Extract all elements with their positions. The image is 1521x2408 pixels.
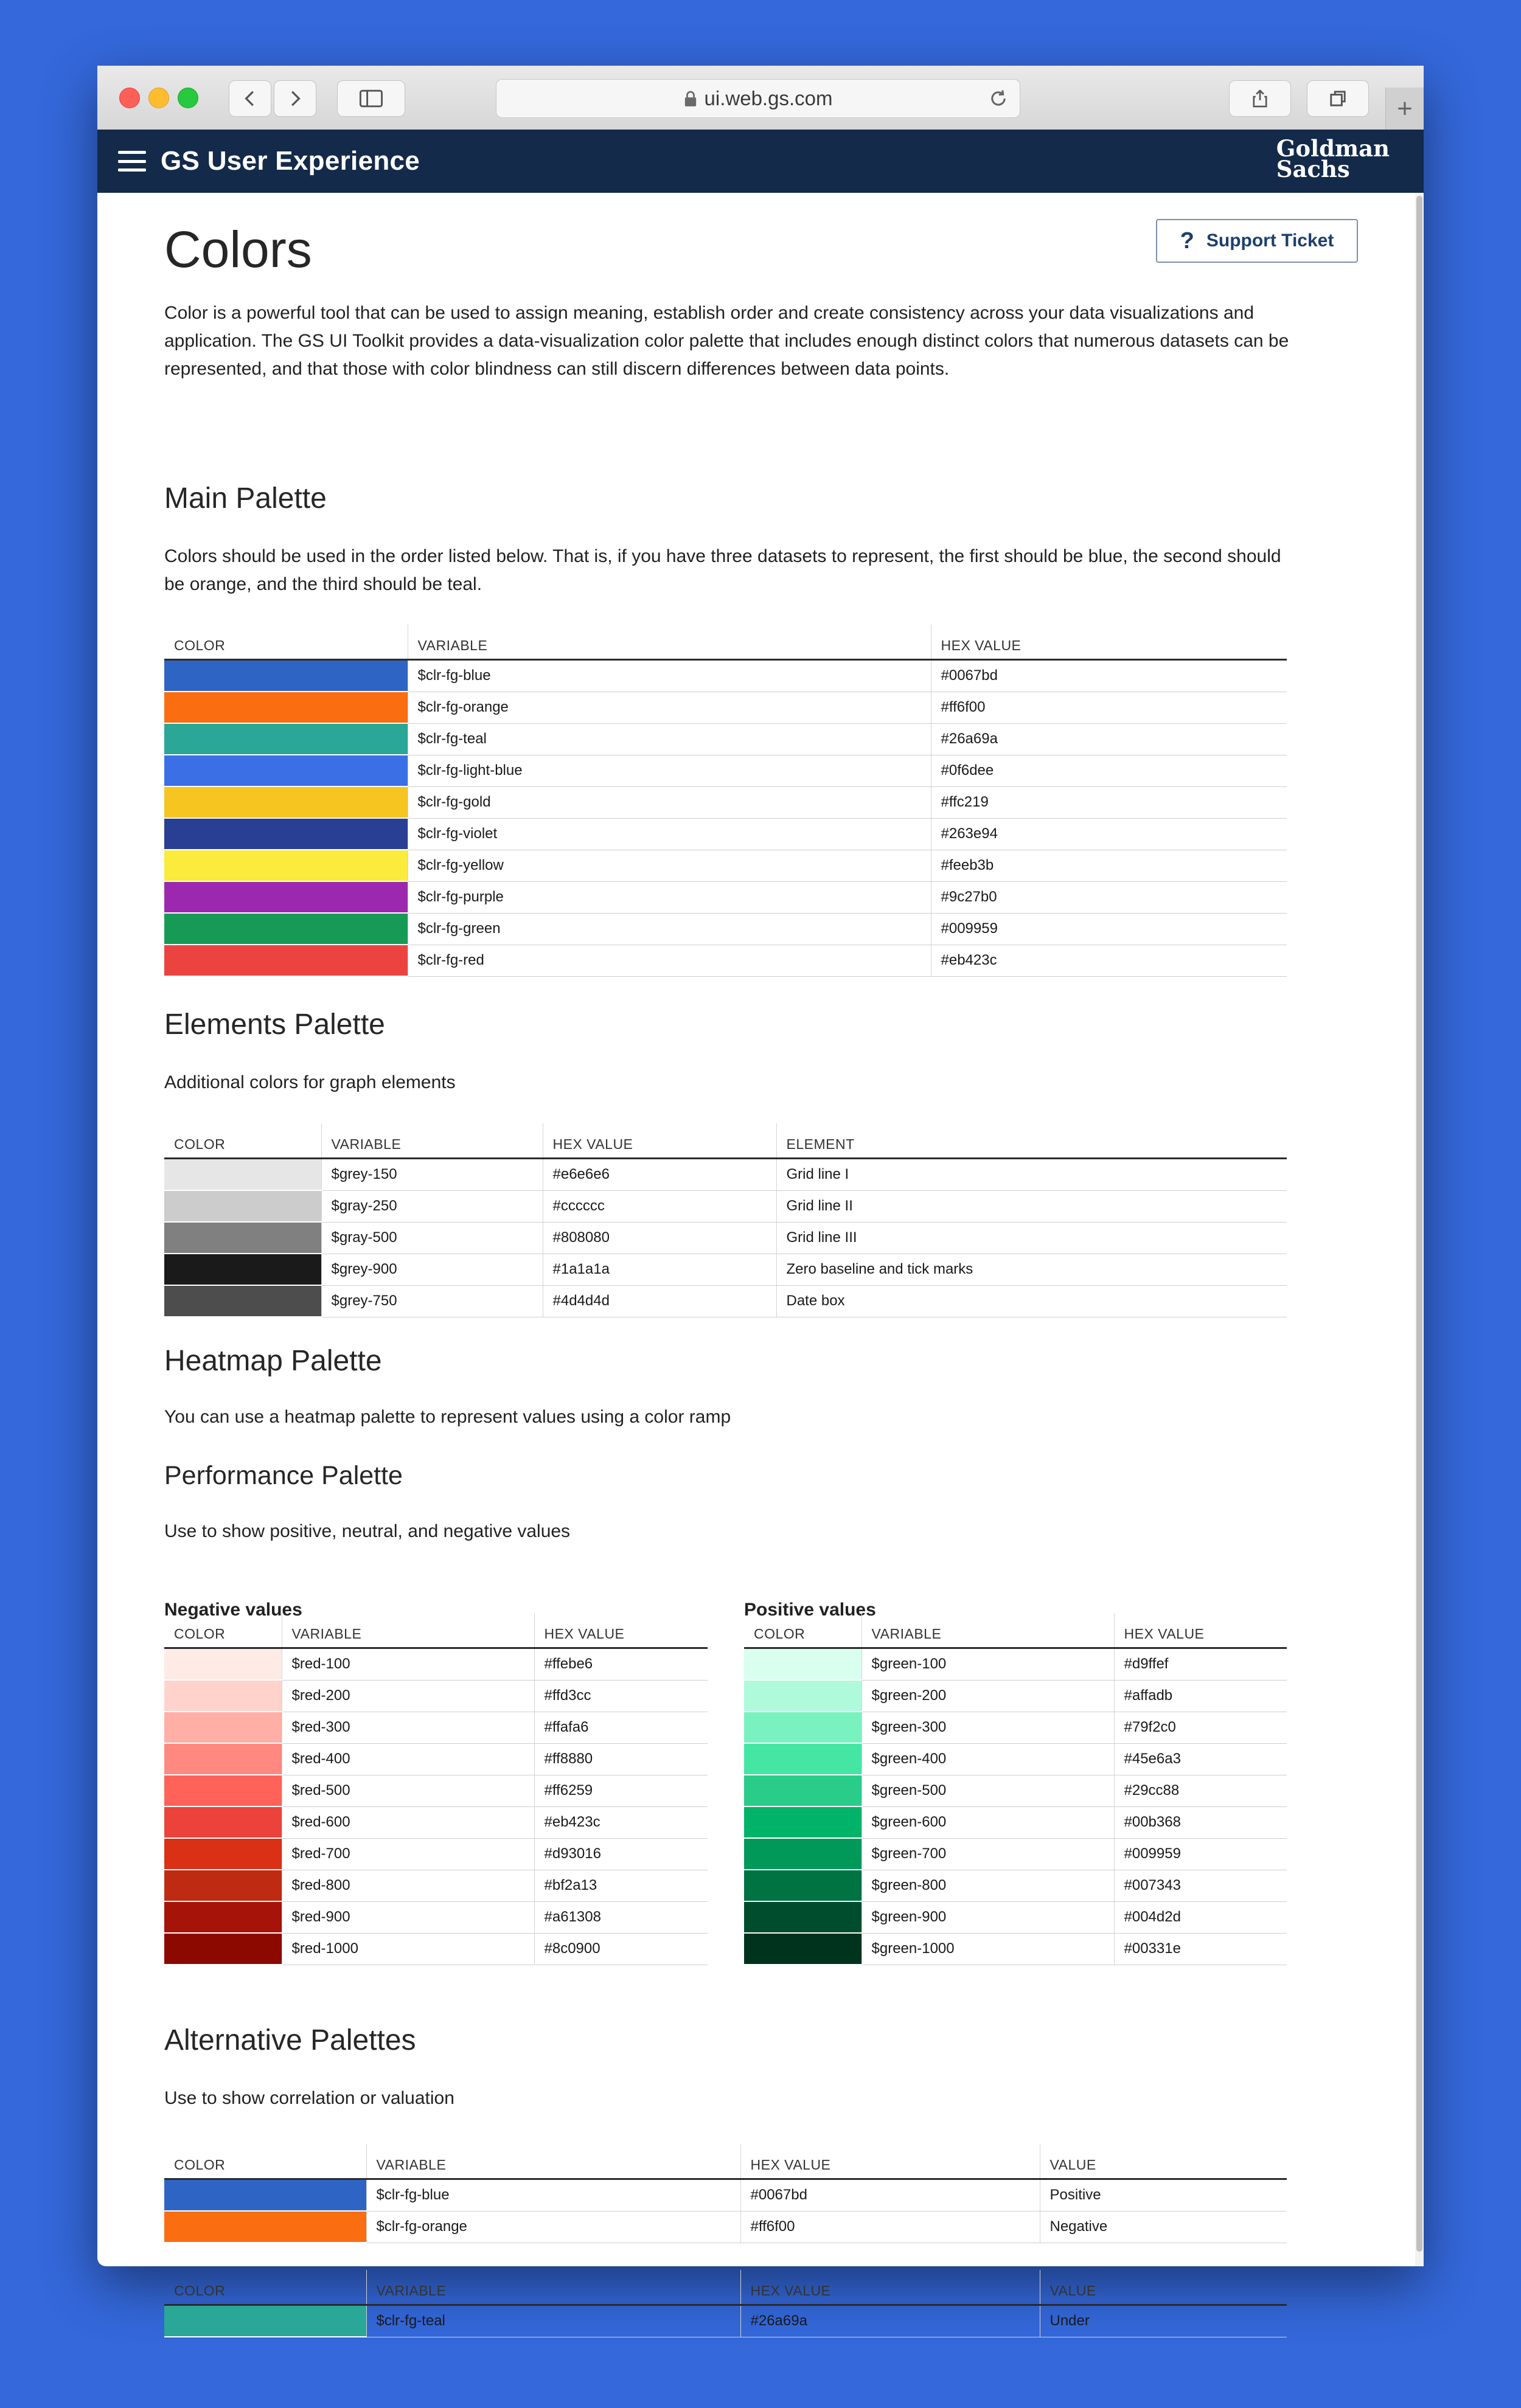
hex-cell: #bf2a13 [534, 1870, 708, 1901]
table-row [744, 1712, 1287, 1743]
elements-palette-heading: Elements Palette [164, 1008, 385, 1041]
column-header: COLOR [744, 1613, 861, 1648]
positive-values-table [744, 1613, 1287, 1965]
main-palette-heading: Main Palette [164, 482, 327, 515]
color-swatch [744, 1712, 861, 1743]
color-swatch-cell [164, 786, 408, 818]
support-ticket-label: Support Ticket [1206, 231, 1334, 251]
hex-cell: #ffc219 [931, 786, 1287, 818]
hex-cell: #cccccc [543, 1190, 776, 1222]
variable-cell: $clr-fg-orange [408, 692, 931, 723]
app-title[interactable]: GS User Experience [161, 146, 420, 176]
column-header: VARIABLE [861, 1613, 1114, 1648]
sidebar-toggle-button[interactable] [337, 80, 405, 117]
color-swatch [164, 1159, 321, 1190]
hex-cell: #45e6a3 [1114, 1743, 1287, 1775]
column-header: COLOR [164, 2270, 366, 2305]
color-swatch [744, 1870, 861, 1901]
color-swatch [164, 692, 408, 723]
variable-cell: $red-500 [282, 1775, 534, 1806]
color-swatch-cell [744, 1933, 861, 1965]
variable-cell: $green-600 [861, 1806, 1114, 1838]
hex-cell: #009959 [1114, 1838, 1287, 1870]
color-swatch [164, 1223, 321, 1253]
hex-cell: #ff6259 [534, 1775, 708, 1806]
color-swatch [164, 1870, 282, 1901]
element-cell: Grid line I [776, 1159, 1287, 1191]
table-row [164, 913, 1287, 945]
color-swatch [164, 819, 408, 849]
hex-cell: #ff6f00 [740, 2211, 1040, 2243]
color-swatch [164, 1744, 282, 1774]
variable-cell: $red-1000 [282, 1933, 534, 1965]
lock-icon [684, 91, 697, 106]
variable-cell: $red-800 [282, 1870, 534, 1901]
color-swatch-cell [164, 1838, 282, 1870]
variable-cell: $green-500 [861, 1775, 1114, 1806]
support-ticket-button[interactable] [1156, 219, 1358, 263]
variable-cell: $green-400 [861, 1743, 1114, 1775]
positive-values-heading: Positive values [744, 1600, 876, 1620]
hex-cell: #e6e6e6 [543, 1159, 776, 1191]
url-text: ui.web.gs.com [704, 87, 833, 109]
intro-text: Color is a powerful tool that can be used to assign meaning, establish order and create consistency across your data visualizations and application. The GS UI Toolkit provides a data-visualization color palette that includes enough distinct colors that numerous datasets can be represented, and that those with color blindness can still discern differences between data points. [164, 303, 1289, 379]
table-row [164, 1838, 708, 1870]
hex-cell: #4d4d4d [543, 1285, 776, 1317]
logo-line-2: Sachs [1276, 156, 1350, 182]
table-row [744, 1870, 1287, 1901]
minimize-window-button[interactable] [148, 88, 169, 108]
sidebar-icon [359, 89, 383, 108]
color-swatch-cell [164, 1648, 282, 1681]
variable-cell: $green-900 [861, 1901, 1114, 1933]
color-swatch-cell [164, 1159, 321, 1191]
color-swatch-cell [164, 818, 408, 850]
color-swatch [744, 1744, 861, 1774]
variable-cell: $red-600 [282, 1806, 534, 1838]
color-swatch-cell [744, 1870, 861, 1901]
color-swatch-cell [744, 1648, 861, 1681]
column-header: COLOR [164, 1613, 282, 1648]
column-header: VARIABLE [366, 2270, 740, 2305]
color-swatch [164, 1681, 282, 1711]
color-swatch [164, 787, 408, 817]
variable-cell: $grey-900 [321, 1254, 543, 1285]
color-swatch [164, 1712, 282, 1743]
color-swatch [164, 2306, 366, 2336]
heatmap-palette-heading: Heatmap Palette [164, 1345, 382, 1377]
table-row [164, 881, 1287, 913]
color-swatch [164, 850, 408, 881]
negative-values-table [164, 1613, 708, 1965]
color-swatch [744, 1934, 861, 1964]
menu-icon[interactable] [118, 151, 146, 172]
color-swatch [164, 945, 408, 976]
share-icon [1250, 89, 1270, 108]
hex-cell: #00331e [1114, 1933, 1287, 1965]
table-row [164, 1806, 708, 1838]
color-swatch-cell [164, 1743, 282, 1775]
goldman-sachs-logo[interactable] [1276, 135, 1390, 182]
table-row [744, 1680, 1287, 1712]
variable-cell: $clr-fg-red [408, 945, 931, 976]
table-row [744, 1775, 1287, 1806]
color-swatch [164, 661, 408, 691]
element-cell: Grid line III [776, 1222, 1287, 1254]
color-swatch [164, 1934, 282, 1964]
color-swatch-cell [164, 660, 408, 692]
table-row [164, 2305, 1287, 2337]
table-row [164, 1190, 1287, 1222]
color-swatch-cell [164, 2179, 366, 2212]
variable-cell: $grey-150 [321, 1159, 543, 1191]
variable-cell: $green-1000 [861, 1933, 1114, 1965]
table-row [164, 818, 1287, 850]
table-row [164, 1870, 708, 1901]
variable-cell: $clr-fg-blue [408, 660, 931, 692]
hex-cell: #0067bd [740, 2179, 1040, 2212]
variable-cell: $green-100 [861, 1648, 1114, 1681]
table-row [164, 2179, 1287, 2212]
column-header: COLOR [164, 1123, 321, 1159]
hex-cell: #0067bd [931, 660, 1287, 692]
hex-cell: #affadb [1114, 1680, 1287, 1712]
table-row [164, 1933, 708, 1965]
table-row [744, 1648, 1287, 1681]
column-header: VALUE [1040, 2144, 1287, 2179]
table-row [164, 1648, 708, 1681]
forward-button[interactable] [274, 80, 316, 117]
hex-cell: #feeb3b [931, 850, 1287, 881]
element-cell: Grid line II [776, 1190, 1287, 1222]
hex-cell: #29cc88 [1114, 1775, 1287, 1806]
color-swatch-cell [164, 1285, 321, 1317]
variable-cell: $grey-750 [321, 1285, 543, 1317]
color-swatch [164, 1902, 282, 1932]
performance-palette-heading: Performance Palette [164, 1461, 403, 1490]
column-header: HEX VALUE [534, 1613, 708, 1648]
table-row [164, 850, 1287, 881]
negative-values-heading: Negative values [164, 1600, 302, 1620]
alternative-palette-table-1 [164, 2144, 1287, 2243]
color-swatch-cell [164, 1775, 282, 1806]
color-swatch-cell [164, 850, 408, 881]
reload-icon[interactable] [988, 88, 1009, 109]
color-swatch [744, 1775, 861, 1806]
variable-cell: $clr-fg-yellow [408, 850, 931, 881]
color-swatch-cell [744, 1775, 861, 1806]
hex-cell: #ff6f00 [931, 692, 1287, 723]
hex-cell: #ffafa6 [534, 1712, 708, 1743]
color-swatch [164, 724, 408, 754]
color-swatch [164, 2212, 366, 2242]
question-icon: ? [1180, 227, 1194, 254]
color-swatch-cell [164, 1870, 282, 1901]
page-title: Colors [164, 221, 312, 278]
color-swatch-cell [744, 1901, 861, 1933]
color-swatch [164, 1775, 282, 1806]
hex-cell: #79f2c0 [1114, 1712, 1287, 1743]
color-swatch [164, 1649, 282, 1679]
main-palette-table [164, 625, 1287, 977]
table-row [164, 1680, 708, 1712]
hex-cell: #26a69a [931, 723, 1287, 755]
color-swatch [744, 1807, 861, 1837]
table-row [164, 1775, 708, 1806]
variable-cell: $green-200 [861, 1680, 1114, 1712]
table-row [164, 1285, 1287, 1317]
element-cell: Zero baseline and tick marks [776, 1254, 1287, 1285]
table-row [164, 1712, 708, 1743]
table-row [744, 1901, 1287, 1933]
table-row [164, 1743, 708, 1775]
column-header: VALUE [1040, 2270, 1287, 2305]
logo-line-1: Goldman [1276, 135, 1390, 162]
color-swatch [164, 755, 408, 786]
share-button[interactable] [1229, 80, 1291, 117]
main-palette-description: Colors should be used in the order listed below. That is, if you have three datasets to represent, the first should be blue, the second should be orange, and the third should be teal. [164, 546, 1281, 594]
color-swatch-cell [164, 1901, 282, 1933]
hex-cell: #9c27b0 [931, 881, 1287, 913]
variable-cell: $red-400 [282, 1743, 534, 1775]
variable-cell: $green-300 [861, 1712, 1114, 1743]
variable-cell: $clr-fg-violet [408, 818, 931, 850]
column-header: COLOR [164, 625, 408, 660]
variable-cell: $clr-fg-teal [366, 2305, 740, 2337]
color-swatch-cell [744, 1712, 861, 1743]
variable-cell: $clr-fg-green [408, 913, 931, 945]
new-tab-button[interactable] [1385, 88, 1424, 130]
hex-cell: #009959 [931, 913, 1287, 945]
table-row [164, 1222, 1287, 1254]
color-swatch-cell [164, 692, 408, 723]
elements-palette-table [164, 1123, 1287, 1317]
variable-cell: $clr-fg-purple [408, 881, 931, 913]
variable-cell: $clr-fg-teal [408, 723, 931, 755]
color-swatch-cell [744, 1806, 861, 1838]
scrollbar-thumb[interactable] [1416, 196, 1422, 2252]
value-cell: Under [1040, 2305, 1287, 2337]
variable-cell: $red-900 [282, 1901, 534, 1933]
tabs-overview-button[interactable] [1307, 80, 1369, 117]
color-swatch-cell [164, 1222, 321, 1254]
column-header: VARIABLE [282, 1613, 534, 1648]
address-bar[interactable] [496, 79, 1020, 118]
column-header: HEX VALUE [543, 1123, 776, 1159]
hex-cell: #eb423c [534, 1806, 708, 1838]
color-swatch-cell [164, 1190, 321, 1222]
hex-cell: #808080 [543, 1222, 776, 1254]
table-row [744, 1933, 1287, 1965]
browser-toolbar [97, 66, 1424, 130]
hex-cell: #1a1a1a [543, 1254, 776, 1285]
color-swatch-cell [164, 2305, 366, 2337]
table-row [164, 1901, 708, 1933]
color-swatch [164, 1286, 321, 1316]
hex-cell: #00b368 [1114, 1806, 1287, 1838]
color-swatch [164, 1254, 321, 1285]
column-header: HEX VALUE [1114, 1613, 1287, 1648]
hex-cell: #d9ffef [1114, 1648, 1287, 1681]
hex-cell: #8c0900 [534, 1933, 708, 1965]
color-swatch-cell [164, 1254, 321, 1285]
hex-cell: #263e94 [931, 818, 1287, 850]
color-swatch [164, 882, 408, 912]
color-swatch-cell [164, 1680, 282, 1712]
hex-cell: #d93016 [534, 1838, 708, 1870]
variable-cell: $red-100 [282, 1648, 534, 1681]
hex-cell: #007343 [1114, 1870, 1287, 1901]
column-header: VARIABLE [321, 1123, 543, 1159]
alternative-palettes-description: Use to show correlation or valuation [164, 2088, 454, 2108]
hex-cell: #004d2d [1114, 1901, 1287, 1933]
table-row [164, 723, 1287, 755]
color-swatch [164, 1191, 321, 1221]
variable-cell: $red-300 [282, 1712, 534, 1743]
color-swatch-cell [164, 1806, 282, 1838]
color-swatch [164, 1807, 282, 1837]
variable-cell: $green-800 [861, 1870, 1114, 1901]
chevron-left-icon [240, 89, 260, 108]
column-header: HEX VALUE [931, 625, 1287, 660]
color-swatch [744, 1839, 861, 1869]
variable-cell: $green-700 [861, 1838, 1114, 1870]
hex-cell: #eb423c [931, 945, 1287, 976]
hex-cell: #ffd3cc [534, 1680, 708, 1712]
element-cell: Date box [776, 1285, 1287, 1317]
color-swatch-cell [164, 2211, 366, 2243]
variable-cell: $red-700 [282, 1838, 534, 1870]
column-header: VARIABLE [366, 2144, 740, 2179]
plus-icon: + [1397, 93, 1413, 123]
color-swatch-cell [164, 945, 408, 976]
color-swatch-cell [164, 913, 408, 945]
table-row [164, 1159, 1287, 1191]
table-row [164, 945, 1287, 976]
value-cell: Positive [1040, 2179, 1287, 2212]
hex-cell: #ff8880 [534, 1743, 708, 1775]
chevron-right-icon [285, 89, 305, 108]
close-window-button[interactable] [119, 88, 140, 108]
value-cell: Negative [1040, 2211, 1287, 2243]
color-swatch-cell [164, 1933, 282, 1965]
color-swatch-cell [744, 1743, 861, 1775]
app-header [97, 130, 1424, 193]
elements-palette-description: Additional colors for graph elements [164, 1072, 456, 1092]
hex-cell: #26a69a [740, 2305, 1040, 2337]
alternative-palette-table-2 [164, 2270, 1287, 2337]
back-button[interactable] [229, 80, 271, 117]
color-swatch-cell [744, 1680, 861, 1712]
hex-cell: #ffebe6 [534, 1648, 708, 1681]
alternative-palettes-heading: Alternative Palettes [164, 2024, 416, 2056]
column-header: ELEMENT [776, 1123, 1287, 1159]
color-swatch [744, 1902, 861, 1932]
table-row [164, 692, 1287, 723]
variable-cell: $clr-fg-orange [366, 2211, 740, 2243]
tabs-icon [1328, 89, 1348, 108]
table-row [164, 1254, 1287, 1285]
column-header: HEX VALUE [740, 2270, 1040, 2305]
performance-palette-description: Use to show positive, neutral, and negative values [164, 1521, 571, 1541]
hex-cell: #a61308 [534, 1901, 708, 1933]
color-swatch [744, 1649, 861, 1679]
browser-window [97, 66, 1424, 2330]
column-header: HEX VALUE [740, 2144, 1040, 2179]
variable-cell: $clr-fg-light-blue [408, 755, 931, 786]
variable-cell: $red-200 [282, 1680, 534, 1712]
table-row [164, 786, 1287, 818]
table-row [744, 1743, 1287, 1775]
color-swatch-cell [164, 1712, 282, 1743]
column-header: COLOR [164, 2144, 366, 2179]
color-swatch-cell [164, 881, 408, 913]
color-swatch-cell [164, 723, 408, 755]
color-swatch-cell [744, 1838, 861, 1870]
variable-cell: $gray-500 [321, 1222, 543, 1254]
variable-cell: $clr-fg-gold [408, 786, 931, 818]
hex-cell: #0f6dee [931, 755, 1287, 786]
color-swatch-cell [164, 755, 408, 786]
variable-cell: $clr-fg-blue [366, 2179, 740, 2212]
zoom-window-button[interactable] [178, 88, 198, 108]
table-row [164, 2211, 1287, 2243]
table-row [744, 1806, 1287, 1838]
table-row [164, 660, 1287, 692]
color-swatch [164, 1839, 282, 1869]
table-row [164, 755, 1287, 786]
color-swatch [164, 914, 408, 944]
table-row [744, 1838, 1287, 1870]
color-swatch [164, 2180, 366, 2210]
heatmap-palette-description: You can use a heatmap palette to represent values using a color ramp [164, 1407, 731, 1427]
color-swatch [744, 1681, 861, 1711]
column-header: VARIABLE [408, 625, 931, 660]
variable-cell: $gray-250 [321, 1190, 543, 1222]
